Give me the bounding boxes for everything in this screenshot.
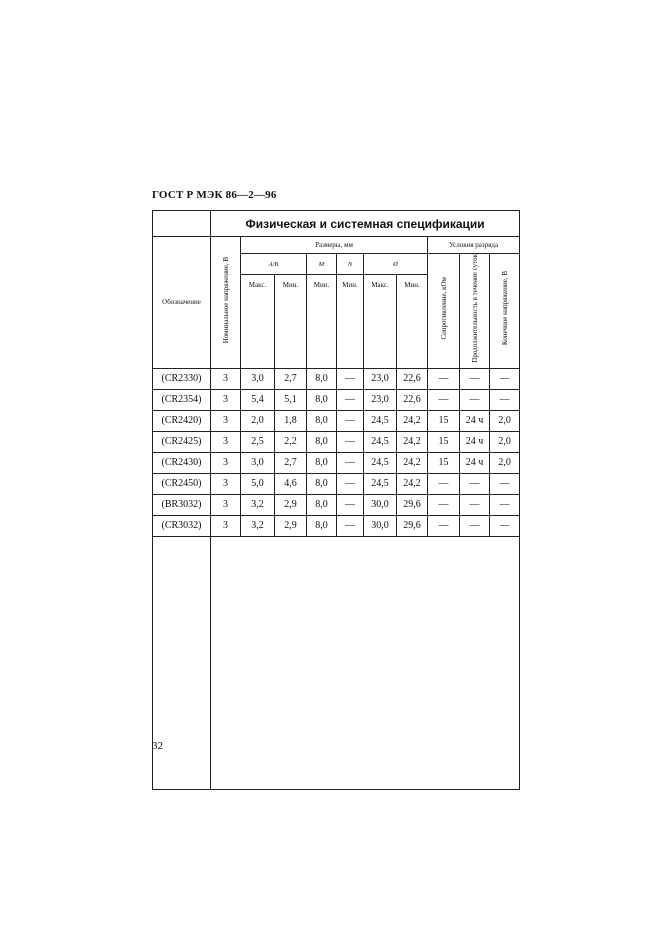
cell-ab-max: 3,0 [241,452,275,473]
cell-v: 3 [211,515,241,536]
cell-ab-max: 5,0 [241,473,275,494]
cell-v: 3 [211,389,241,410]
cell-d-min: 24,2 [397,473,428,494]
cell-ab-min: 2,9 [275,515,307,536]
table-row [153,473,520,494]
cell-v: 3 [211,494,241,515]
cell-m-min: 8,0 [307,410,337,431]
cell-v: 3 [211,473,241,494]
cell-n-max: — [337,515,364,536]
table-row [153,515,520,536]
header-ab-min: Мин. [275,275,307,368]
cell-desig: (CR2354) [153,389,211,410]
header-resistance [428,254,460,369]
cell-desig: (CR3032) [153,515,211,536]
cell-n-max: — [337,473,364,494]
cell-n-max: — [337,452,364,473]
cell-n-max: — [337,389,364,410]
cell-d-max: 24,5 [364,452,397,473]
cell-n-max: — [337,431,364,452]
cell-v: 3 [211,452,241,473]
cell-dur: 24 ч [460,410,490,431]
header-ab-max: Макс. [241,275,275,368]
header-discharge-group: Условия разряда [428,237,520,254]
cell-fin: 2,0 [490,452,520,473]
cell-n-max: — [337,368,364,389]
cell-dur: — [460,368,490,389]
header-duration-label: Продолжительность в течение суток [470,254,479,363]
cell-res: 15 [428,410,460,431]
cell-fin: 2,0 [490,410,520,431]
cell-res: — [428,494,460,515]
cell-res: 15 [428,431,460,452]
cell-d-max: 24,5 [364,473,397,494]
cell-m-min: 8,0 [307,473,337,494]
empty-cell-wide [211,536,520,789]
cell-fin: — [490,368,520,389]
cell-d-min: 24,2 [397,410,428,431]
cell-ab-min: 1,8 [275,410,307,431]
table-row [153,410,520,431]
header-diam-min: Мин. [397,275,428,368]
cell-desig: (CR2330) [153,368,211,389]
table-row [153,368,520,389]
cell-d-max: 30,0 [364,494,397,515]
header-diam-max: Макс. [364,275,397,368]
empty-area-row [153,536,520,789]
cell-m-min: 8,0 [307,389,337,410]
cell-desig: (CR2420) [153,410,211,431]
cell-dur: — [460,515,490,536]
header-n: N [337,254,364,275]
cell-m-min: 8,0 [307,431,337,452]
cell-fin: — [490,473,520,494]
cell-res: 15 [428,452,460,473]
cell-d-max: 30,0 [364,515,397,536]
cell-fin: — [490,515,520,536]
cell-d-min: 29,6 [397,494,428,515]
header-designation: Обозначение [153,237,211,369]
cell-res: — [428,368,460,389]
header-voltage [211,237,241,369]
cell-ab-min: 5,1 [275,389,307,410]
cell-res: — [428,515,460,536]
cell-ab-max: 2,5 [241,431,275,452]
cell-d-max: 23,0 [364,389,397,410]
header-final-voltage [490,254,520,369]
cell-v: 3 [211,368,241,389]
header-final-voltage-label: Конечное напряжение, В [500,271,509,346]
header-ab: A/B [241,254,307,275]
page-number: 32 [152,740,163,752]
cell-m-min: 8,0 [307,515,337,536]
header-dims-group: Размеры, мм [241,237,428,254]
cell-dur: 24 ч [460,431,490,452]
cell-n-max: — [337,494,364,515]
header-voltage-label: Номинальное напряжение, В [221,256,230,343]
cell-ab-max: 3,2 [241,494,275,515]
cell-ab-min: 2,9 [275,494,307,515]
cell-desig: (CR2430) [153,452,211,473]
cell-dur: — [460,494,490,515]
document-id: ГОСТ Р МЭК 86—2—96 [152,189,277,201]
cell-desig: (BR3032) [153,494,211,515]
cell-res: — [428,473,460,494]
cell-desig: (CR2425) [153,431,211,452]
table-row [153,494,520,515]
cell-v: 3 [211,410,241,431]
cell-ab-max: 5,4 [241,389,275,410]
cell-d-min: 24,2 [397,431,428,452]
cell-d-max: 24,5 [364,410,397,431]
cell-ab-max: 3,2 [241,515,275,536]
cell-d-min: 22,6 [397,389,428,410]
cell-n-max: — [337,410,364,431]
cell-fin: — [490,494,520,515]
cell-dur: 24 ч [460,452,490,473]
cell-res: — [428,389,460,410]
cell-ab-min: 2,7 [275,452,307,473]
table-row [153,452,520,473]
cell-d-min: 29,6 [397,515,428,536]
header-diameter: Ø [364,254,428,275]
header-m-min: Мин. [307,275,337,368]
cell-m-min: 8,0 [307,494,337,515]
header-resistance-label: Сопротивление, кОм [439,277,448,340]
cell-fin: 2,0 [490,431,520,452]
cell-ab-min: 2,2 [275,431,307,452]
cell-d-max: 24,5 [364,431,397,452]
header-duration [460,254,490,369]
header-n-min: Мин. [337,275,364,368]
cell-d-max: 23,0 [364,368,397,389]
cell-d-min: 22,6 [397,368,428,389]
table-row [153,389,520,410]
cell-dur: — [460,473,490,494]
cell-ab-max: 2,0 [241,410,275,431]
title-blank-cell [153,211,211,237]
cell-ab-max: 3,0 [241,368,275,389]
header-m: M [307,254,337,275]
spec-table [152,210,520,790]
table-title: Физическая и системная спецификации [211,211,520,237]
cell-v: 3 [211,431,241,452]
cell-d-min: 24,2 [397,452,428,473]
cell-m-min: 8,0 [307,368,337,389]
cell-m-min: 8,0 [307,452,337,473]
cell-fin: — [490,389,520,410]
table-row [153,431,520,452]
cell-ab-min: 4,6 [275,473,307,494]
cell-ab-min: 2,7 [275,368,307,389]
cell-dur: — [460,389,490,410]
cell-desig: (CR2450) [153,473,211,494]
